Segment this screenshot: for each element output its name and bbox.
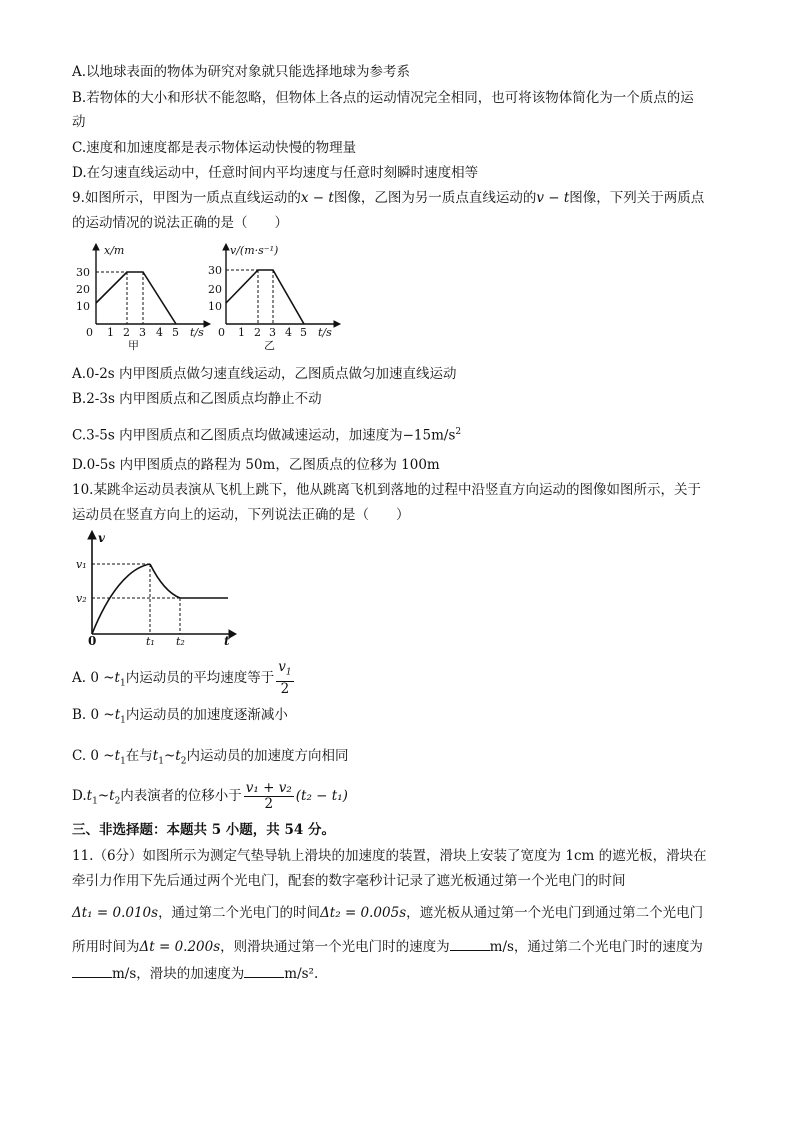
q10-option-d-t1-sub: 1 bbox=[92, 796, 98, 807]
q10-option-a-num: v bbox=[278, 659, 286, 675]
q10-option-c bbox=[72, 746, 348, 772]
q9-stem-line2: 的运动情况的说法正确的是（ ） bbox=[72, 215, 288, 231]
q10-option-d-fraction bbox=[244, 781, 294, 812]
q9-option-a: A.0-2s 内甲图质点做匀速直线运动，乙图质点做匀加速直线运动 bbox=[72, 366, 457, 382]
q9-stem-line1 bbox=[72, 188, 704, 208]
graph-jia-ytick-10: 10 bbox=[76, 300, 90, 313]
section-3-heading: 三、非选择题：本题共 5 小题，共 54 分。 bbox=[72, 822, 335, 838]
q11-line5 bbox=[72, 964, 318, 984]
q11-dt1: Δt₁ = 0.010s bbox=[72, 905, 159, 921]
graph-q10-v2: v₂ bbox=[76, 592, 87, 605]
q10-option-a-t-sub: 1 bbox=[119, 678, 126, 689]
graph-jia-xtick-4: 4 bbox=[156, 326, 163, 339]
graph-yi-ytick-10: 10 bbox=[208, 300, 222, 313]
q9-option-d: D.0-5s 内甲图质点的路程为 50m，乙图质点的位移为 100m bbox=[72, 457, 440, 473]
graph-q10-decel-curve bbox=[150, 564, 180, 598]
q10-option-d-tilde: ~ bbox=[97, 788, 110, 804]
graph-jia-caption: 甲 bbox=[128, 339, 139, 352]
q9-stem-text-3: 图像，下列关于两质点 bbox=[569, 190, 705, 206]
q10-option-b-t-sub: 1 bbox=[120, 715, 126, 726]
q11-line4-text3: m/s，通过第二个光电门时的速度为 bbox=[489, 939, 703, 955]
q10-option-d-t2: t bbox=[109, 788, 115, 804]
q11-blank-v2[interactable] bbox=[72, 965, 112, 978]
q11-line4 bbox=[72, 937, 703, 957]
q10-option-d bbox=[72, 778, 348, 820]
graph-jia-xtick-3: 3 bbox=[139, 326, 146, 339]
q10-option-b-prefix: B. 0 ~ bbox=[72, 707, 115, 723]
q11-dt2: Δt₂ = 0.005s bbox=[320, 905, 407, 921]
q8-option-a: A.以地球表面的物体为研究对象就只能选择地球为参考系 bbox=[72, 64, 411, 80]
graph-yi-xtick-4: 4 bbox=[285, 326, 292, 339]
q11-blank-a[interactable] bbox=[244, 965, 284, 978]
q9-stem-text-2: 图像，乙图为另一质点直线运动的 bbox=[333, 190, 537, 206]
q9-option-b: B.2-3s 内甲图质点和乙图质点均静止不动 bbox=[72, 391, 322, 407]
q11-dt: Δt = 0.200s bbox=[139, 939, 221, 955]
q10-option-c-t2: t bbox=[152, 748, 159, 764]
q10-option-a-text: 内运动员的平均速度等于 bbox=[125, 669, 275, 686]
graph-q10-xlabel: t bbox=[224, 634, 230, 648]
q10-option-c-and: 在与 bbox=[125, 748, 153, 764]
q10-option-c-prefix: C. 0 ~ bbox=[72, 748, 115, 764]
graph-yi-xtick-2: 2 bbox=[254, 326, 261, 339]
graph-jia-ytick-20: 20 bbox=[76, 283, 90, 296]
q11-line5-text1: m/s，滑块的加速度为 bbox=[112, 966, 245, 982]
q10-stem-line2: 运动员在竖直方向上的运动，下列说法正确的是（ ） bbox=[72, 507, 410, 523]
graph-jia-ytick-30: 30 bbox=[76, 266, 90, 279]
q10-option-d-t1: t bbox=[86, 788, 93, 804]
graph-q10-accel-curve bbox=[92, 564, 150, 634]
q10-option-c-t3-sub: 2 bbox=[180, 756, 187, 767]
q10-option-d-den: 2 bbox=[264, 796, 274, 812]
q10-option-d-num: v₁ + v₂ bbox=[245, 780, 292, 796]
q11-line3-text1: ，通过第二个光电门的时间 bbox=[158, 905, 321, 921]
q9-option-c-text: C.3-5s 内甲图质点和乙图质点均做减速运动，加速度为 bbox=[72, 427, 403, 444]
q11-blank-v1[interactable] bbox=[450, 938, 490, 951]
q10-option-c-t1-sub: 1 bbox=[120, 756, 126, 767]
q8-option-b-line1: B.若物体的大小和形状不能忽略，但物体上各点的运动情况完全相同，也可将该物体简化为一个质点的运 bbox=[72, 90, 694, 106]
graph-jia bbox=[70, 242, 210, 354]
graph-yi-xtick-1: 1 bbox=[238, 326, 245, 339]
q10-option-d-t2-sub: 2 bbox=[114, 796, 121, 807]
q9-option-c bbox=[72, 422, 461, 446]
graph-yi-xtick-3: 3 bbox=[269, 326, 276, 339]
graph-yi-caption: 乙 bbox=[264, 339, 275, 352]
q10-option-a-den: 2 bbox=[280, 680, 290, 697]
graph-yi-xlabel: t/s bbox=[318, 326, 332, 339]
graph-jia-xtick-1: 1 bbox=[107, 326, 114, 339]
graph-yi-ylabel: v/(m·s⁻¹) bbox=[230, 244, 279, 257]
q10-option-c-text: 内运动员的加速度方向相同 bbox=[186, 748, 349, 764]
q11-line4-text1: 所用时间为 bbox=[72, 939, 140, 955]
graph-yi-xtick-5: 5 bbox=[300, 326, 307, 339]
q9-stem-vt: v − t bbox=[536, 190, 570, 206]
graph-jia-xlabel: t/s bbox=[190, 326, 204, 339]
q9-stem-text-1: 9.如图所示，甲图为一质点直线运动的 bbox=[72, 190, 301, 206]
q10-option-a bbox=[72, 660, 296, 701]
graph-q10-v1: v₁ bbox=[76, 558, 87, 571]
q10-option-a-prefix: A. 0 ~ bbox=[72, 669, 115, 686]
graph-yi-ytick-30: 30 bbox=[208, 264, 222, 277]
q8-option-d: D.在匀速直线运动中，任意时间内平均速度与任意时刻瞬时速度相等 bbox=[72, 165, 479, 181]
graph-q10-t2: t₂ bbox=[176, 635, 185, 648]
q10-option-c-t3: t bbox=[175, 748, 181, 764]
q9-stem-xt: x − t bbox=[300, 190, 334, 206]
graph-q10 bbox=[72, 528, 242, 648]
graph-jia-xtick-5: 5 bbox=[172, 326, 179, 339]
q10-option-d-text: 内表演者的位移小于 bbox=[120, 788, 242, 804]
q9-option-c-value: −15m/s bbox=[402, 427, 456, 444]
q10-option-b bbox=[72, 705, 288, 731]
q11-line3 bbox=[72, 903, 703, 923]
graph-jia-ylabel: x/m bbox=[104, 244, 125, 257]
graph-yi-ytick-20: 20 bbox=[208, 283, 222, 296]
q8-option-c: C.速度和加速度都是表示物体运动快慢的物理量 bbox=[72, 140, 357, 156]
q11-line5-unit: m/s². bbox=[284, 966, 319, 982]
q10-option-c-t2-sub: 1 bbox=[158, 756, 164, 767]
graph-yi-xtick-0: 0 bbox=[218, 326, 225, 339]
graph-jia-xtick-2: 2 bbox=[123, 326, 130, 339]
q10-option-a-num-sub: 1 bbox=[285, 667, 292, 678]
q9-option-c-exp: 2 bbox=[455, 427, 462, 437]
graph-q10-t1: t₁ bbox=[146, 635, 155, 648]
q11-line2: 牵引力作用下先后通过两个光电门，配套的数字毫秒计记录了遮光板通过第一个光电门的时间 bbox=[72, 873, 626, 889]
q11-line4-text2: ，则滑块通过第一个光电门时的速度为 bbox=[220, 939, 450, 955]
q11-line3-text2: ，遮光板从通过第一个光电门到通过第二个光电门 bbox=[406, 905, 704, 921]
q10-option-b-text: 内运动员的加速度逐渐减小 bbox=[125, 707, 288, 723]
graph-jia-xtick-0: 0 bbox=[86, 326, 93, 339]
graph-q10-origin: 0 bbox=[88, 634, 97, 648]
q11-line1: 11.（6分）如图所示为测定气垫导轨上滑块的加速度的装置，滑块上安装了宽度为 1cm 的遮光板，滑块在 bbox=[72, 848, 707, 864]
graph-yi bbox=[206, 242, 346, 354]
q10-option-a-t: t bbox=[114, 669, 120, 686]
q10-option-b-t: t bbox=[114, 707, 121, 723]
q10-option-a-fraction bbox=[276, 660, 293, 697]
graph-q10-ylabel: v bbox=[98, 531, 105, 545]
q10-option-c-t1: t bbox=[114, 748, 121, 764]
q10-option-d-prefix: D. bbox=[72, 788, 87, 804]
graph-yi-line bbox=[226, 270, 304, 324]
q8-option-b-line2: 动 bbox=[72, 114, 86, 130]
q10-option-c-tilde: ~ bbox=[163, 748, 176, 764]
graph-jia-line bbox=[96, 272, 176, 324]
q10-stem-line1: 10.某跳伞运动员表演从飞机上跳下，他从跳离飞机到落地的过程中沿竖直方向运动的图像如图所示，关于 bbox=[72, 482, 701, 498]
q10-option-d-tail: (t₂ − t₁) bbox=[295, 788, 348, 804]
